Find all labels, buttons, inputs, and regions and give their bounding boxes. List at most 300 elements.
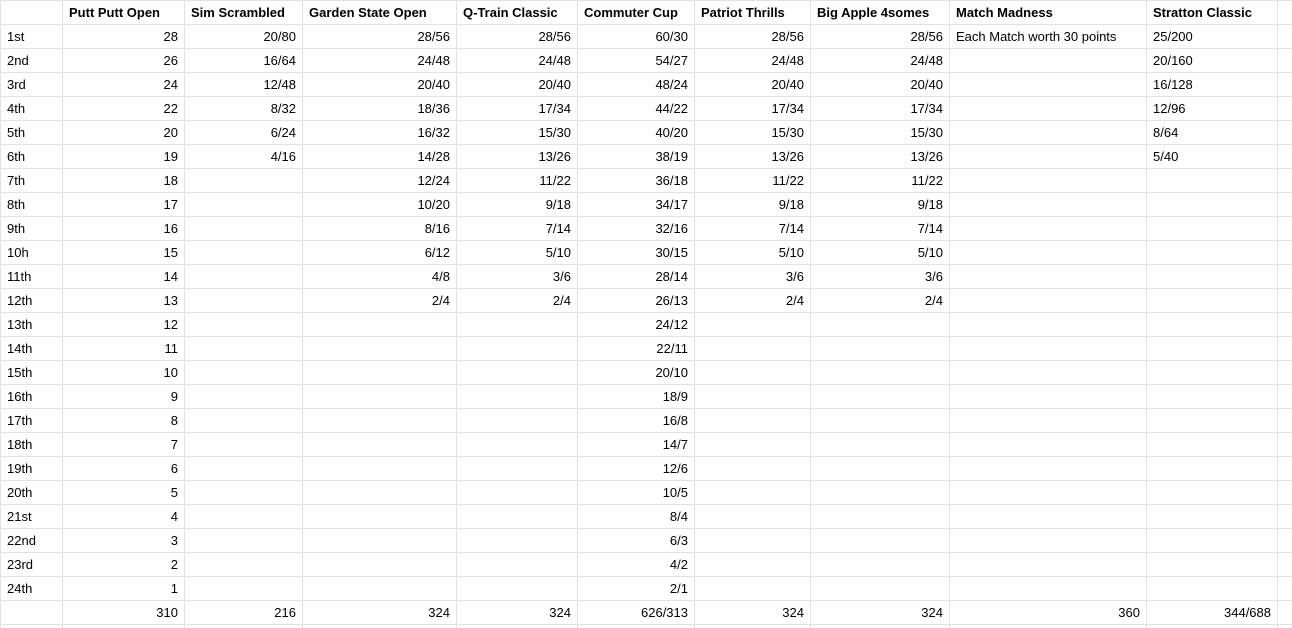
cell[interactable]: 24/12 [578,313,695,337]
filler-cell[interactable] [1147,625,1278,628]
cell[interactable] [185,577,303,601]
column-header[interactable]: Garden State Open [303,1,457,25]
cell[interactable] [950,313,1147,337]
cell[interactable]: 18 [63,169,185,193]
cell[interactable] [695,577,811,601]
cell[interactable]: 1 [63,577,185,601]
cell[interactable]: 19 [63,145,185,169]
cell[interactable]: Each Match worth 30 points [950,25,1147,49]
cell[interactable]: 28/14 [578,265,695,289]
cell[interactable] [695,481,811,505]
column-header[interactable]: Sim Scrambled [185,1,303,25]
rank-label[interactable]: 8th [1,193,63,217]
filler-cell[interactable] [1278,193,1292,217]
cell[interactable] [1147,265,1278,289]
cell[interactable]: 12/6 [578,457,695,481]
cell[interactable] [811,337,950,361]
cell[interactable] [185,529,303,553]
rank-label[interactable]: 2nd [1,49,63,73]
column-header[interactable]: Stratton Classic [1147,1,1278,25]
cell[interactable] [1147,409,1278,433]
cell[interactable]: 24 [63,73,185,97]
cell[interactable]: 13 [63,289,185,313]
cell[interactable] [303,337,457,361]
cell[interactable] [185,217,303,241]
cell[interactable]: 24/48 [811,49,950,73]
cell[interactable]: 9 [63,385,185,409]
corner-cell[interactable] [1,1,63,25]
cell[interactable] [950,409,1147,433]
rank-label[interactable]: 11th [1,265,63,289]
cell[interactable]: 12/48 [185,73,303,97]
cell[interactable] [1147,337,1278,361]
filler-cell[interactable] [1278,97,1292,121]
cell[interactable] [185,241,303,265]
cell[interactable]: 28/56 [303,25,457,49]
cell[interactable]: 6/3 [578,529,695,553]
cell[interactable]: 16/8 [578,409,695,433]
cell[interactable] [950,121,1147,145]
cell[interactable] [950,385,1147,409]
cell[interactable]: 30/15 [578,241,695,265]
cell[interactable]: 20 [63,121,185,145]
cell[interactable]: 14/7 [578,433,695,457]
filler-cell[interactable] [1278,625,1292,628]
cell[interactable] [950,73,1147,97]
cell[interactable] [185,193,303,217]
cell[interactable]: 2/4 [457,289,578,313]
rank-label[interactable]: 13th [1,313,63,337]
cell[interactable] [457,313,578,337]
total-cell[interactable]: 216 [185,601,303,625]
cell[interactable]: 17 [63,193,185,217]
cell[interactable]: 12/24 [303,169,457,193]
cell[interactable] [1147,457,1278,481]
cell[interactable]: 38/19 [578,145,695,169]
filler-cell[interactable] [1278,457,1292,481]
cell[interactable]: 13/26 [457,145,578,169]
cell[interactable]: 5/10 [457,241,578,265]
cell[interactable]: 26/13 [578,289,695,313]
rank-label[interactable]: 3rd [1,73,63,97]
cell[interactable] [950,193,1147,217]
cell[interactable] [950,169,1147,193]
cell[interactable] [695,385,811,409]
cell[interactable] [1147,481,1278,505]
cell[interactable] [695,313,811,337]
cell[interactable]: 15/30 [811,121,950,145]
cell[interactable]: 20/40 [695,73,811,97]
cell[interactable] [1147,241,1278,265]
cell[interactable]: 16/32 [303,121,457,145]
cell[interactable]: 8/4 [578,505,695,529]
cell[interactable]: 14 [63,265,185,289]
filler-cell[interactable] [457,625,578,628]
total-cell[interactable]: 360 [950,601,1147,625]
table-row [1,313,1292,337]
cell[interactable]: 16 [63,217,185,241]
rank-label[interactable]: 7th [1,169,63,193]
cell[interactable]: 26 [63,49,185,73]
column-header[interactable]: Commuter Cup [578,1,695,25]
cell[interactable]: 5/10 [811,241,950,265]
cell[interactable]: 8/16 [303,217,457,241]
cell[interactable] [695,529,811,553]
cell[interactable]: 16/128 [1147,73,1278,97]
cell[interactable]: 7 [63,433,185,457]
cell[interactable]: 5 [63,481,185,505]
rank-label[interactable]: 23rd [1,553,63,577]
cell[interactable]: 9/18 [457,193,578,217]
cell[interactable]: 28/56 [811,25,950,49]
cell[interactable]: 7/14 [695,217,811,241]
cell[interactable] [811,433,950,457]
cell[interactable]: 2/4 [811,289,950,313]
cell[interactable]: 2/1 [578,577,695,601]
cell[interactable]: 11 [63,337,185,361]
cell[interactable] [695,457,811,481]
filler-cell[interactable] [1278,25,1292,49]
cell[interactable]: 40/20 [578,121,695,145]
cell[interactable]: 17/34 [811,97,950,121]
filler-cell[interactable] [1,625,63,628]
cell[interactable]: 22 [63,97,185,121]
filler-cell[interactable] [1278,409,1292,433]
cell[interactable]: 18/9 [578,385,695,409]
cell[interactable]: 36/18 [578,169,695,193]
cell[interactable] [457,553,578,577]
cell[interactable] [695,505,811,529]
cell[interactable]: 24/48 [303,49,457,73]
rank-label[interactable]: 14th [1,337,63,361]
cell[interactable] [950,289,1147,313]
cell[interactable] [185,289,303,313]
cell[interactable]: 13/26 [811,145,950,169]
rank-label[interactable]: 22nd [1,529,63,553]
cell[interactable] [950,457,1147,481]
cell[interactable] [185,385,303,409]
cell[interactable]: 7/14 [811,217,950,241]
total-cell[interactable]: 344/688 [1147,601,1278,625]
filler-cell[interactable] [1278,265,1292,289]
cell[interactable] [457,385,578,409]
filler-cell[interactable] [1278,529,1292,553]
filler-cell[interactable] [1278,481,1292,505]
cell[interactable] [303,577,457,601]
cell[interactable]: 34/17 [578,193,695,217]
filler-cell[interactable] [1278,505,1292,529]
cell[interactable] [457,505,578,529]
rank-label[interactable]: 20th [1,481,63,505]
cell[interactable] [811,529,950,553]
cell[interactable]: 16/64 [185,49,303,73]
rank-label[interactable]: 15th [1,361,63,385]
rank-label[interactable]: 16th [1,385,63,409]
cell[interactable] [1147,505,1278,529]
cell[interactable]: 48/24 [578,73,695,97]
filler-cell[interactable] [1278,361,1292,385]
cell[interactable] [695,409,811,433]
cell[interactable] [185,457,303,481]
cell[interactable]: 8 [63,409,185,433]
cell[interactable] [950,577,1147,601]
filler-cell[interactable] [1278,1,1292,25]
cell[interactable] [695,337,811,361]
column-header[interactable]: Patriot Thrills [695,1,811,25]
cell[interactable]: 20/40 [457,73,578,97]
cell[interactable] [457,457,578,481]
cell[interactable]: 5/40 [1147,145,1278,169]
filler-cell[interactable] [578,625,695,628]
cell[interactable] [950,529,1147,553]
cell[interactable]: 3/6 [695,265,811,289]
cell[interactable] [950,337,1147,361]
cell[interactable]: 8/32 [185,97,303,121]
cell[interactable]: 17/34 [695,97,811,121]
cell[interactable]: 22/11 [578,337,695,361]
cell[interactable]: 6/24 [185,121,303,145]
filler-cell[interactable] [1278,601,1292,625]
filler-cell[interactable] [303,625,457,628]
cell[interactable]: 20/40 [303,73,457,97]
cell[interactable]: 25/200 [1147,25,1278,49]
cell[interactable] [185,169,303,193]
cell[interactable]: 4/2 [578,553,695,577]
cell[interactable] [811,553,950,577]
cell[interactable] [457,337,578,361]
cell[interactable] [1147,169,1278,193]
cell[interactable] [811,409,950,433]
cell[interactable] [303,313,457,337]
total-cell[interactable]: 324 [303,601,457,625]
total-cell[interactable]: 324 [695,601,811,625]
cell[interactable]: 6/12 [303,241,457,265]
cell[interactable]: 17/34 [457,97,578,121]
cell[interactable] [303,505,457,529]
cell[interactable]: 20/160 [1147,49,1278,73]
cell[interactable]: 44/22 [578,97,695,121]
total-cell[interactable]: 310 [63,601,185,625]
cell[interactable]: 11/22 [457,169,578,193]
cell[interactable]: 10/5 [578,481,695,505]
cell[interactable]: 3/6 [457,265,578,289]
rank-label[interactable]: 5th [1,121,63,145]
cell[interactable]: 60/30 [578,25,695,49]
cell[interactable]: 12 [63,313,185,337]
cell[interactable] [457,577,578,601]
cell[interactable]: 15 [63,241,185,265]
cell[interactable] [1147,361,1278,385]
filler-cell[interactable] [1278,433,1292,457]
cell[interactable] [950,145,1147,169]
rank-label[interactable]: 17th [1,409,63,433]
cell[interactable]: 4/8 [303,265,457,289]
cell[interactable] [950,505,1147,529]
cell[interactable] [1147,433,1278,457]
cell[interactable] [1147,193,1278,217]
cell[interactable] [303,409,457,433]
column-header[interactable]: Q-Train Classic [457,1,578,25]
filler-cell[interactable] [1278,385,1292,409]
filler-cell[interactable] [1278,577,1292,601]
cell[interactable] [811,577,950,601]
cell[interactable] [950,49,1147,73]
cell[interactable]: 4 [63,505,185,529]
cell[interactable]: 15/30 [457,121,578,145]
cell[interactable] [303,385,457,409]
cell[interactable] [1147,553,1278,577]
cell[interactable] [185,553,303,577]
filler-cell[interactable] [1278,169,1292,193]
cell[interactable] [457,433,578,457]
cell[interactable] [950,433,1147,457]
cell[interactable]: 15/30 [695,121,811,145]
cell[interactable] [811,361,950,385]
filler-cell[interactable] [1278,289,1292,313]
cell[interactable] [185,313,303,337]
cell[interactable] [185,433,303,457]
cell[interactable] [695,361,811,385]
cell[interactable] [1147,289,1278,313]
cell[interactable] [457,361,578,385]
cell[interactable] [185,409,303,433]
total-cell[interactable]: 324 [457,601,578,625]
cell[interactable] [185,481,303,505]
rank-label[interactable]: 6th [1,145,63,169]
cell[interactable]: 10/20 [303,193,457,217]
cell[interactable] [811,457,950,481]
filler-cell[interactable] [1278,553,1292,577]
cell[interactable]: 9/18 [811,193,950,217]
rank-label[interactable]: 19th [1,457,63,481]
cell[interactable]: 3/6 [811,265,950,289]
cell[interactable] [811,385,950,409]
cell[interactable]: 2 [63,553,185,577]
cell[interactable] [457,481,578,505]
cell[interactable] [950,361,1147,385]
cell[interactable] [457,529,578,553]
filler-cell[interactable] [950,625,1147,628]
filler-cell[interactable] [811,625,950,628]
filler-cell[interactable] [1278,121,1292,145]
cell[interactable] [1147,577,1278,601]
rank-label[interactable]: 21st [1,505,63,529]
table-row [1,505,1292,529]
filler-cell[interactable] [1278,49,1292,73]
column-header[interactable]: Match Madness [950,1,1147,25]
total-cell[interactable]: 626/313 [578,601,695,625]
filler-cell[interactable] [185,625,303,628]
column-header[interactable]: Putt Putt Open [63,1,185,25]
cell[interactable]: 28/56 [457,25,578,49]
cell[interactable] [303,529,457,553]
filler-cell[interactable] [695,625,811,628]
cell[interactable] [185,505,303,529]
cell[interactable] [1147,529,1278,553]
cell[interactable] [1147,217,1278,241]
cell[interactable] [950,265,1147,289]
cell[interactable]: 9/18 [695,193,811,217]
column-header[interactable]: Big Apple 4somes [811,1,950,25]
cell[interactable] [950,97,1147,121]
cell[interactable]: 18/36 [303,97,457,121]
cell[interactable] [303,481,457,505]
cell[interactable]: 7/14 [457,217,578,241]
cell[interactable] [303,457,457,481]
rank-label[interactable] [1,601,63,625]
cell[interactable] [457,409,578,433]
filler-cell[interactable] [1278,217,1292,241]
cell[interactable] [811,505,950,529]
cell[interactable]: 20/10 [578,361,695,385]
filler-cell[interactable] [1278,73,1292,97]
total-cell[interactable]: 324 [811,601,950,625]
filler-cell[interactable] [1278,241,1292,265]
filler-cell[interactable] [63,625,185,628]
cell[interactable]: 2/4 [695,289,811,313]
cell[interactable] [185,265,303,289]
cell[interactable]: 12/96 [1147,97,1278,121]
rank-label[interactable]: 9th [1,217,63,241]
cell[interactable]: 54/27 [578,49,695,73]
cell[interactable] [303,553,457,577]
cell[interactable]: 32/16 [578,217,695,241]
filler-cell[interactable] [1278,145,1292,169]
cell[interactable] [950,241,1147,265]
rank-label[interactable]: 10h [1,241,63,265]
filler-cell[interactable] [1278,313,1292,337]
cell[interactable] [950,481,1147,505]
rank-label[interactable]: 4th [1,97,63,121]
cell[interactable]: 8/64 [1147,121,1278,145]
cell[interactable]: 2/4 [303,289,457,313]
cell[interactable] [695,553,811,577]
cell[interactable]: 10 [63,361,185,385]
cell[interactable] [950,217,1147,241]
cell[interactable]: 4/16 [185,145,303,169]
cell[interactable]: 11/22 [811,169,950,193]
rank-label[interactable]: 1st [1,25,63,49]
filler-cell[interactable] [1278,337,1292,361]
cell[interactable]: 11/22 [695,169,811,193]
cell[interactable] [811,481,950,505]
cell[interactable]: 28 [63,25,185,49]
cell[interactable]: 14/28 [303,145,457,169]
rank-label[interactable]: 24th [1,577,63,601]
cell[interactable] [303,361,457,385]
cell[interactable] [811,313,950,337]
cell[interactable] [303,433,457,457]
cell[interactable]: 20/40 [811,73,950,97]
cell[interactable]: 13/26 [695,145,811,169]
cell[interactable] [1147,385,1278,409]
cell[interactable]: 5/10 [695,241,811,265]
cell[interactable]: 20/80 [185,25,303,49]
cell[interactable]: 24/48 [695,49,811,73]
cell[interactable]: 24/48 [457,49,578,73]
cell[interactable]: 28/56 [695,25,811,49]
rank-label[interactable]: 18th [1,433,63,457]
cell[interactable] [1147,313,1278,337]
rank-label[interactable]: 12th [1,289,63,313]
cell[interactable] [950,553,1147,577]
cell[interactable]: 3 [63,529,185,553]
cell[interactable] [185,337,303,361]
cell[interactable] [695,433,811,457]
cell[interactable]: 6 [63,457,185,481]
table-row [1,529,1292,553]
cell[interactable] [185,361,303,385]
